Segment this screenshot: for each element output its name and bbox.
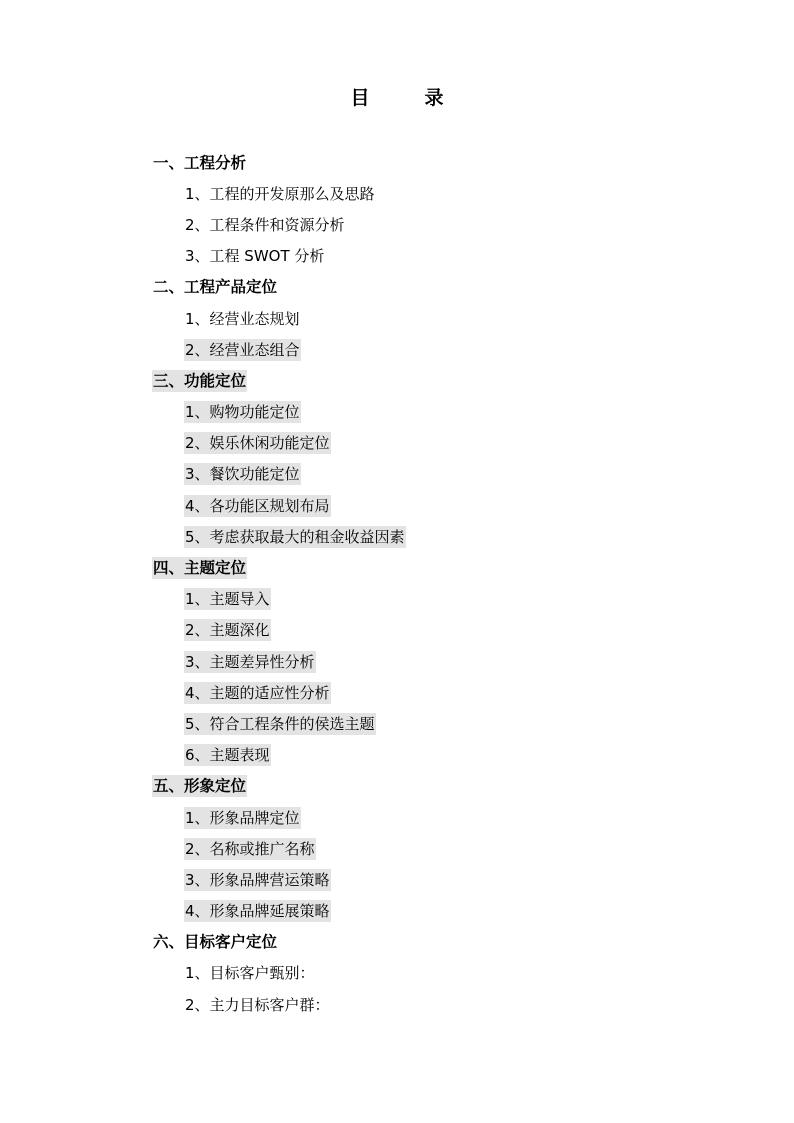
toc-entry-label: 5、考虑获取最大的租金收益因素 xyxy=(185,527,405,546)
page-title: 目 录 xyxy=(350,87,462,109)
toc-entry xyxy=(152,428,652,459)
toc-entry xyxy=(152,178,652,209)
toc-entry xyxy=(152,958,652,989)
toc-entry xyxy=(152,864,652,895)
toc-entry-label: 1、形象品牌定位 xyxy=(185,808,300,827)
toc-entry xyxy=(152,521,652,552)
toc-entry-label: 3、餐饮功能定位 xyxy=(185,465,300,484)
toc-entry-label: 2、主题深化 xyxy=(185,621,270,640)
toc-entry-label: 3、主题差异性分析 xyxy=(185,652,315,671)
toc-entry-label: 2、工程条件和资源分析 xyxy=(185,215,345,234)
toc-entry xyxy=(152,677,652,708)
toc-entry xyxy=(152,209,652,240)
toc-entry xyxy=(152,459,652,490)
toc-section-heading xyxy=(152,552,652,583)
toc-entry-label: 2、名称或推广名称 xyxy=(185,839,315,858)
toc-entry xyxy=(152,989,652,1020)
table-of-contents xyxy=(152,147,652,1020)
toc-entry-label: 1、购物功能定位 xyxy=(185,403,300,422)
toc-entry-label: 1、经营业态规划 xyxy=(185,309,300,328)
toc-entry-label: 4、各功能区规划布局 xyxy=(185,496,330,515)
toc-entry xyxy=(152,896,652,927)
toc-section-heading xyxy=(152,927,652,958)
toc-entry xyxy=(152,490,652,521)
toc-entry-label: 1、工程的开发原那么及思路 xyxy=(185,184,375,203)
toc-section-label: 一、工程分析 xyxy=(153,153,247,172)
toc-entry xyxy=(152,802,652,833)
toc-section-heading xyxy=(152,365,652,396)
toc-entry xyxy=(152,303,652,334)
toc-entry xyxy=(152,708,652,739)
toc-entry xyxy=(152,241,652,272)
toc-entry xyxy=(152,584,652,615)
toc-entry-label: 4、形象品牌延展策略 xyxy=(185,902,330,921)
toc-entry-label: 1、主题导入 xyxy=(185,590,270,609)
toc-entry xyxy=(152,397,652,428)
toc-section-label: 四、主题定位 xyxy=(153,559,247,578)
toc-entry-label: 6、主题表现 xyxy=(185,746,270,765)
toc-section-heading xyxy=(152,272,652,303)
toc-entry xyxy=(152,646,652,677)
toc-entry-label: 2、经营业态组合 xyxy=(185,340,300,359)
toc-section-heading xyxy=(152,771,652,802)
toc-entry-label: 2、主力目标客户群： xyxy=(185,995,330,1014)
toc-entry xyxy=(152,615,652,646)
toc-section-label: 三、功能定位 xyxy=(153,371,247,390)
toc-section-label: 五、形象定位 xyxy=(153,777,247,796)
toc-entry xyxy=(152,334,652,365)
toc-entry xyxy=(152,740,652,771)
toc-section-heading xyxy=(152,147,652,178)
toc-entry-label: 2、娱乐休闲功能定位 xyxy=(185,434,330,453)
toc-entry-label: 5、符合工程条件的侯选主题 xyxy=(185,714,375,733)
toc-entry-label: 1、目标客户甄别： xyxy=(185,964,315,983)
toc-section-label: 六、目标客户定位 xyxy=(153,933,278,952)
toc-section-label: 二、工程产品定位 xyxy=(153,278,278,297)
toc-entry-label: 3、工程 SWOT 分析 xyxy=(185,247,325,266)
toc-entry xyxy=(152,833,652,864)
toc-entry-label: 3、形象品牌营运策略 xyxy=(185,870,330,889)
toc-entry-label: 4、主题的适应性分析 xyxy=(185,683,330,702)
